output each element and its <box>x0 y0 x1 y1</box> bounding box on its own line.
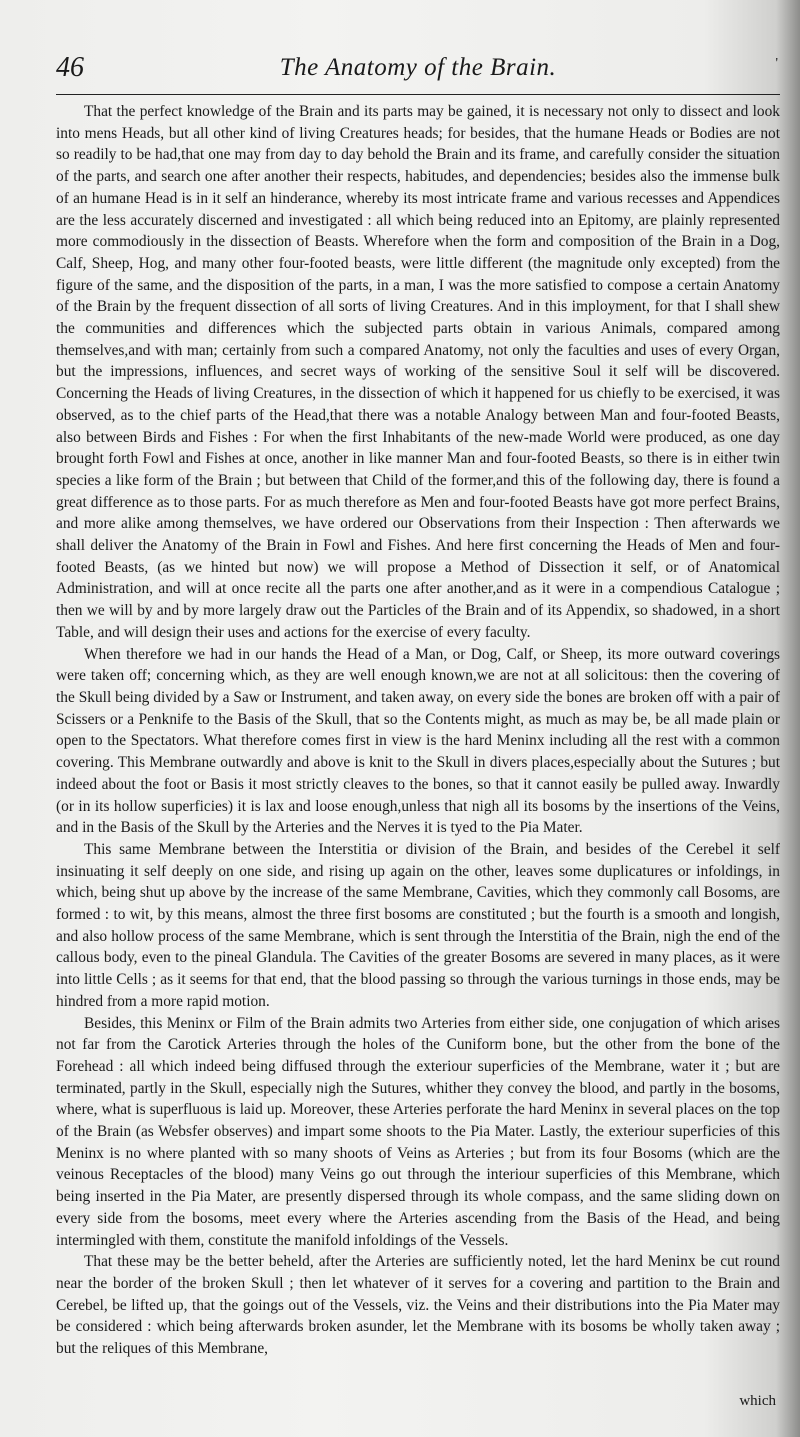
page-header <box>56 52 780 95</box>
page-number: 46 <box>56 52 84 83</box>
running-title: The Anatomy of the Brain. <box>279 54 557 81</box>
header-mark: ' <box>775 56 778 71</box>
paragraph: Besides, this Meninx or Film of the Brain admits two Arteries from either side, one conjugation of which arises not far from the Carotick Arteries through the holes of the Cuniform bone, but the other from the bone of the Forehead : all which indeed being diffused through the exteriour superficies of the Membrane, water it ; but are terminated, partly in the Skull, especially nigh the Sutures, whither they convey the blood, and partly in the bosoms, where, what is superfluous is laid up. Moreover, these Arteries perforate the hard Meninx in several places on the top of the Brain (as Websfer observes) and impart some shoots to the Pia Mater. Lastly, the exteriour superficies of this Meninx is no where planted with so many shoots of Veins as Arteries ; but from its four Bosoms (which are the veinous Receptacles of the blood) many Veins go out through the interiour superficies of this Membrane, which being inserted in the Pia Mater, are presently dispersed through its whole compass, and the same sliding down on every side from the bosoms, meet every where the Arteries ascending from the Basis of the Head, and being intermingled with them, constitute the manifold infoldings of the Vessels. <box>56 1014 780 1249</box>
paragraph: That the perfect knowledge of the Brain and its parts may be gained, it is necessary not only to dissect and look into mens Heads, but all other kind of living Creatures heads; for besides, that the humane Heads or Bodies are not so readily to be had,that one may from day to day behold the Brain and its frame, and carefully consider the situation of the parts, and search one after another their respects, habitudes, and dependencies; besides also the immense bulk of an humane Head is in it self an hinderance, whereby its most intricate frame and various recesses and Appendices are the less accurately discerned and investigated : all which being reduced into an Epitomy, are plainly represented more commodiously in the dissection of Beasts. Wherefore when the form and composition of the Brain in a Dog, Calf, Sheep, Hog, and many other four-footed beasts, were little different (the magnitude only excepted) from the figure of the same, and the disposition of the parts, in a man, I was the more satisfied to compose a certain Anatomy of the Brain by the frequent dissection of all sorts of living Creatures. And in this imployment, for that I shall shew the communities and differences which the subjected parts obtain in various Animals, compared among themselves,and with man; certainly from such a compared Anatomy, not only the faculties and uses of every Organ, but the impressions, influences, and secret ways of working of the sensitive Soul it self will be discovered. Concerning the Heads of living Creatures, in the dissection of which it happened for us chiefly to be exercised, it was observed, as to the chief parts of the Head,that there was a notable Analogy between Man and four-footed Beasts, also between Birds and Fishes : For when the first Inhabitants of the new-made World were produced, as one day brought forth Fowl and Fishes at once, another in like manner Man and four-footed Beasts, so there is in either twin species a like form of the Brain ; but between that Child of the former,and this of the following day, there is found a great difference as to those parts. For as much therefore as Men and four-footed Beasts have got more perfect Brains, and more alike among themselves, we have ordered our Observations from their Inspection : Then afterwards we shall deliver the Anatomy of the Brain in Fowl and Fishes. And here first concerning the Heads of Men and four-footed Beasts, (as we hinted but now) we will propose a Method of Dissection it self, or of Anatomical Administration, and will at once recite all the parts one after another,and as it were in a compendious Catalogue ; then we will by and by more largely draw out the Particles of the Brain and of its Appendix, so shadowed, in a short Table, and will design their uses and actions for the exercise of every faculty. <box>56 103 780 641</box>
paragraph: That these may be the better beheld, after the Arteries are sufficiently noted, let the hard Meninx be cut round near the border of the broken Skull ; then let whatever of it serves for a covering and partition to the Brain and Cerebel, be lifted up, that the goings out of the Vessels, viz. the Veins and their distributions into the Pia Mater may be considered : which being afterwards broken asunder, let the Membrane with its bosoms be wholly taken away ; but the reliques of this Membrane, <box>56 1253 780 1358</box>
paragraph: When therefore we had in our hands the Head of a Man, or Dog, Calf, or Sheep, its more outward coverings were taken off; concerning which, as they are well enough known,we are not at all solicitous: then the covering of the Skull being divided by a Saw or Instrument, and taken away, on every side the bones are broken off with a pair of Scissers or a Penknife to the Basis of the Skull, that so the Contents might, as much as may be, be all made plain or open to the Spectators. What therefore comes first in view is the hard Meninx including all the rest with a common covering. This Membrane outwardly and above is knit to the Skull in divers places,especially about the Sutures ; but indeed about the foot or Basis it most strictly cleaves to the bones, so that it cannot easily be pulled away. Inwardly (or in its hollow superficies) it is lax and loose enough,unless that nigh all its bosoms by the insertions of the Veins, and in the Basis of the Skull by the Arteries and the Nerves it is tyed to the Pia Mater. <box>56 645 780 837</box>
body-text <box>56 101 780 1360</box>
catchword: which <box>739 1393 776 1409</box>
paragraph: This same Membrane between the Interstitia or division of the Brain, and besides of the Cerebel it self insinuating it self deeply on one side, and rising up again on the other, leaves some duplicatures or infoldings, in which, being shut up above by the increase of the same Membrane, Cavities, which they commonly call Bosoms, are formed : to wit, by this means, almost the three first bosoms are constituted ; but the fourth is a smooth and longish, and also hollow process of the same Membrane, which is sent through the Interstitia of the Brain, nigh the end of the callous body, even to the pineal Glandula. The Cavities of the greater Bosoms are severed in many places, as it were into little Cells ; as it seems for that end, that the blood passing so through the various turnings in those ends, may be hindred from a more rapid motion. <box>56 840 780 1010</box>
